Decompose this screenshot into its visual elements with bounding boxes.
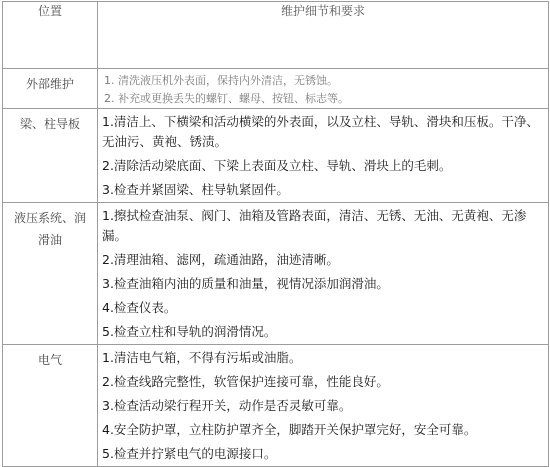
position-cell	[3, 345, 98, 467]
list-item: 5.检查立柱和导轨的润滑情况。	[102, 324, 277, 339]
position-cell	[3, 109, 98, 203]
position-cell	[3, 203, 98, 345]
maintenance-table	[2, 1, 549, 467]
table-row-hydraulics	[3, 203, 549, 345]
list-item: 3.检查油箱内油的质量和油量，视情况添加润滑油。	[102, 276, 389, 291]
requirements-list	[98, 109, 548, 202]
table-row-exterior	[3, 69, 549, 109]
requirements-list	[98, 203, 548, 344]
requirements-list	[98, 345, 548, 466]
position-label: 梁、柱导板	[19, 117, 80, 131]
list-item: 4.检查仪表。	[102, 300, 177, 315]
list-item: 3.检查活动梁行程开关，动作是否灵敏可靠。	[102, 398, 352, 413]
requirements-cell	[98, 345, 549, 467]
table-row-electrical	[3, 345, 549, 467]
requirements-cell	[98, 69, 549, 109]
position-label: 外部维护	[25, 77, 74, 91]
table-header-row	[3, 2, 549, 69]
header-requirements: 维护细节和要求	[98, 2, 549, 69]
list-item: 5.检查并拧紧电气的电源接口。	[102, 446, 277, 461]
list-item: 1.清洁电气箱，不得有污垢或油脂。	[102, 350, 302, 365]
requirements-cell	[98, 109, 549, 203]
list-item: 2. 补充或更换丢失的螺钉、螺母、按钮、标志等。	[104, 92, 349, 105]
position-label: 电气	[37, 353, 62, 367]
list-item: 3.检查并紧固梁、柱导轨紧固件。	[102, 182, 289, 197]
table-row-beams-columns	[3, 109, 549, 203]
list-item: 1.清洁上、下横梁和活动横梁的外表面，以及立柱、导轨、滑块和压板。干净、无油污、黄袍、锈渍。	[102, 114, 539, 149]
list-item: 4.安全防护罩，立柱防护罩齐全，脚踏开关保护罩完好，安全可靠。	[102, 422, 477, 437]
header-position: 位置	[3, 2, 98, 69]
list-item: 1. 清洗液压机外表面，保持内外清洁，无锈蚀。	[104, 74, 338, 87]
list-item: 2.清理油箱、滤网，疏通油路，油迹清晰。	[102, 252, 339, 267]
requirements-list	[98, 69, 548, 108]
position-cell	[3, 69, 98, 109]
requirements-cell	[98, 203, 549, 345]
list-item: 1.擦拭检查油泵、阀门、油箱及管路表面，清洁、无锈、无油、无黄袍、无渗漏。	[102, 208, 527, 243]
list-item: 2.清除活动梁底面、下梁上表面及立柱、导轨、滑块上的毛刺。	[102, 158, 452, 173]
list-item: 2.检查线路完整性，软管保护连接可靠，性能良好。	[102, 374, 389, 389]
position-label: 液压系统、润滑油	[13, 211, 86, 247]
